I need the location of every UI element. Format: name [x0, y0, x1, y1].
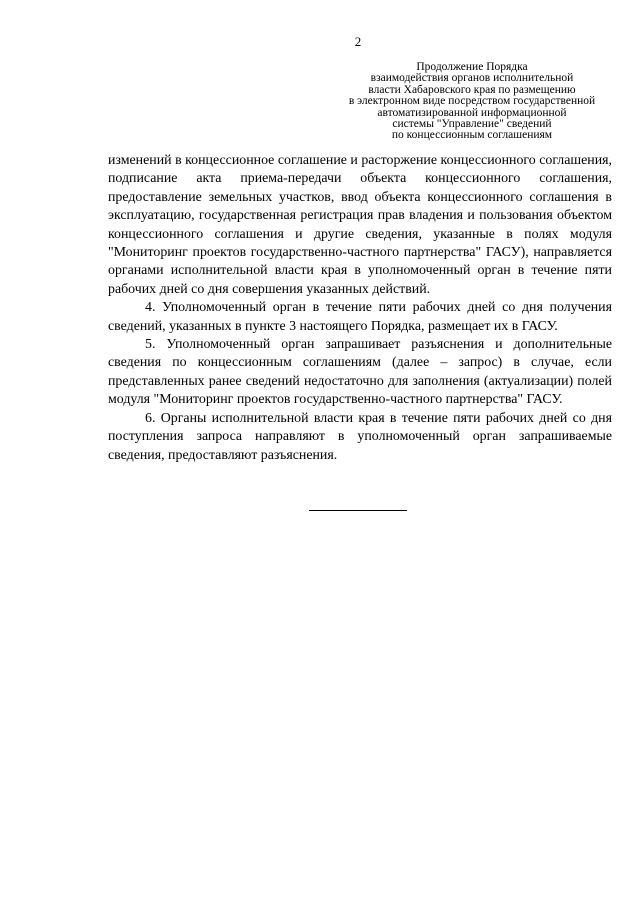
header-line: в электронном виде посредством государственной: [348, 95, 596, 108]
closing-rule: [309, 510, 407, 511]
paragraph-continuation: изменений в концессионное соглашение и расторжение концессионного соглашения, подписание акта приема-передачи объекта концессионного соглашения, предоставление земельных участков, ввод объекта концессионного соглашения в эксплуатацию, государственная регистрация прав владения и пользования объектом концессионного соглашения и другие сведения, указанные в полях модуля "Мониторинг проектов государственно-частного партнерства" ГАСУ), направляется органами исполнительной власти края в уполномоченный орган в течение пяти рабочих дней со дня совершения указанных действий.: [108, 153, 612, 297]
header-block: [332, 62, 612, 142]
header-line: автоматизированной информационной: [377, 106, 567, 119]
header-line: власти Хабаровского края по размещению: [368, 83, 576, 96]
header-line: взаимодействия органов исполнительной: [370, 72, 574, 85]
header-line: по концессионным соглашениям: [391, 129, 553, 142]
paragraph-5: 5. Уполномоченный орган запрашивает разъяснения и дополнительные сведения по концессионным соглашениям (далее – запрос) в случае, если представленных ранее сведений недостаточно для заполнения (актуализации) полей модуля "Мониторинг проектов государственно-частного партнерства" ГАСУ.: [108, 337, 612, 408]
paragraph-6: 6. Органы исполнительной власти края в течение пяти рабочих дней со дня поступления запроса направляют в уполномоченный орган запрашиваемые сведения, предоставляют разъяснения.: [108, 410, 612, 463]
header-line: Продолжение Порядка: [416, 61, 528, 73]
header-line: системы "Управление" сведений: [392, 118, 552, 131]
paragraph-4: 4. Уполномоченный орган в течение пяти рабочих дней со дня получения сведений, указанных в пункте 3 настоящего Порядка, размещает их в ГАСУ.: [108, 300, 612, 334]
page-number: 2: [354, 34, 362, 49]
body-text: [108, 152, 612, 465]
